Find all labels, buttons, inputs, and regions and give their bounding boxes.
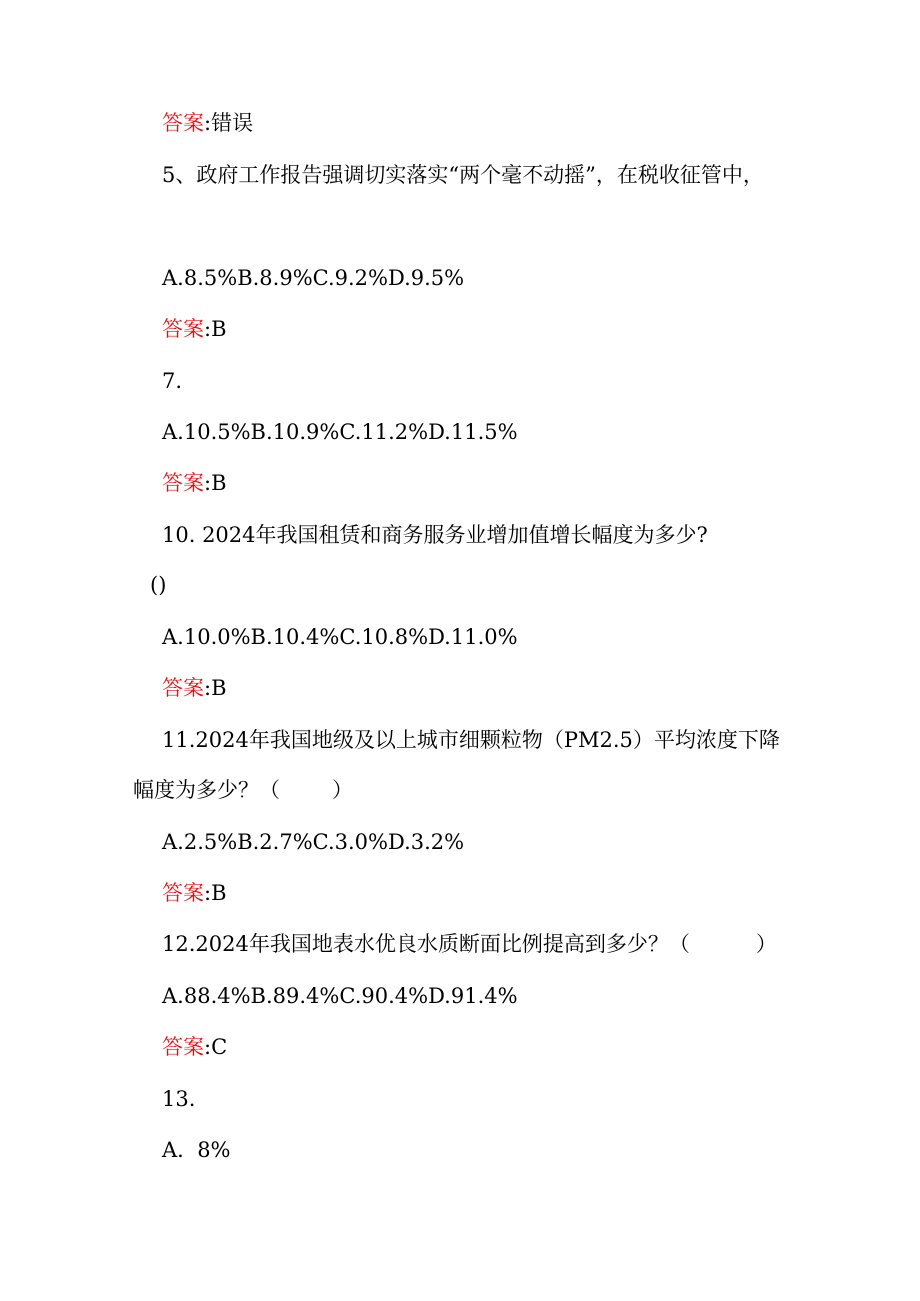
answer-value: :B	[204, 881, 227, 905]
answer-line	[162, 1037, 227, 1058]
question-10-options: A.10.0%B.10.4%C.10.8%D.11.0%	[162, 625, 518, 649]
answer-value: :B	[204, 317, 227, 341]
question-12-text: 12.2024年我国地表水优良水质断面比例提高到多少？（	[162, 932, 690, 956]
answer-value: :B	[204, 471, 227, 495]
question-11-line-2-close: ）	[332, 778, 353, 802]
question-11-line-2	[133, 780, 353, 801]
answer-line	[162, 883, 227, 904]
question-7: 7.	[162, 369, 183, 393]
answer-label: 答案	[162, 317, 204, 341]
answer-value: :B	[204, 676, 227, 700]
answer-value: :错误	[204, 111, 254, 135]
answer-label: 答案	[162, 881, 204, 905]
question-13: 13.	[162, 1087, 196, 1111]
answer-label: 答案	[162, 471, 204, 495]
answer-line	[162, 113, 253, 134]
question-12-options: A.88.4%B.89.4%C.90.4%D.91.4%	[162, 984, 518, 1008]
answer-label: 答案	[162, 676, 204, 700]
answer-line	[162, 678, 227, 699]
question-12-close: ）	[755, 932, 777, 956]
question-5: 5、政府工作报告强调切实落实“两个毫不动摇”，在税收征管中，	[162, 163, 764, 187]
question-12	[162, 934, 777, 955]
question-11-line-2-text: 幅度为多少？（	[133, 778, 280, 802]
answer-line	[162, 473, 227, 494]
answer-line	[162, 319, 227, 340]
answer-value: :C	[204, 1035, 228, 1059]
question-11-options: A.2.5%B.2.7%C.3.0%D.3.2%	[162, 830, 465, 854]
question-13-options: A. 8%	[162, 1138, 231, 1162]
question-7-options: A.10.5%B.10.9%C.11.2%D.11.5%	[162, 420, 518, 444]
question-10-paren: ()	[150, 573, 167, 597]
question-5-options: A.8.5%B.8.9%C.9.2%D.9.5%	[162, 266, 465, 290]
answer-label: 答案	[162, 1035, 204, 1059]
question-10: 10. 2024年我国租赁和商务服务业增加值增长幅度为多少?	[162, 523, 708, 547]
answer-label: 答案	[162, 111, 204, 135]
question-11-line-1: 11.2024年我国地级及以上城市细颗粒物（PM2.5）平均浓度下降	[162, 728, 780, 752]
